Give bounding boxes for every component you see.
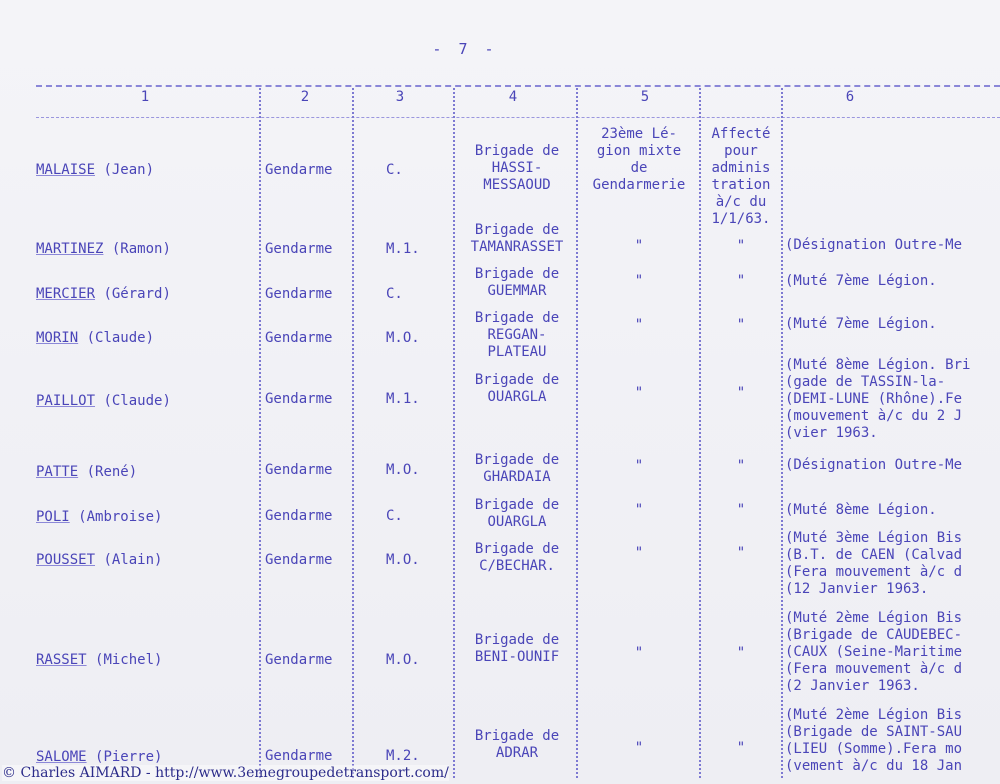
grade-cell: Gendarme bbox=[265, 508, 333, 524]
rank-cell: C. bbox=[386, 162, 403, 178]
last-name: PATTE bbox=[36, 464, 79, 480]
first-name: (Ramon) bbox=[111, 241, 171, 257]
table-row-name bbox=[36, 552, 162, 569]
assignment-cell: " bbox=[736, 385, 746, 401]
column-header: 2 bbox=[300, 89, 310, 105]
rank-cell: M.O. bbox=[386, 652, 420, 668]
brigade-cell: Brigade de ADRAR bbox=[474, 728, 560, 761]
column-divider bbox=[259, 88, 261, 778]
legion-cell: " bbox=[634, 458, 644, 474]
assignment-cell: " bbox=[736, 317, 746, 333]
grade-cell: Gendarme bbox=[265, 748, 333, 764]
brigade-cell: Brigade de GHARDAIA bbox=[474, 452, 560, 485]
last-name: PAILLOT bbox=[36, 393, 96, 409]
table-row-name bbox=[36, 652, 162, 669]
legion-cell: " bbox=[634, 385, 644, 401]
brigade-cell: Brigade de C/BECHAR. bbox=[474, 541, 560, 574]
first-name: (Alain) bbox=[103, 552, 163, 568]
column-header: 1 bbox=[140, 89, 150, 105]
assignment-cell: " bbox=[736, 238, 746, 254]
observation-cell: (Muté 2ème Légion Bis (Brigade de CAUDEBEC- (CAUX (Seine-Maritime (Fera mouvement à/c d (2 Janvier 1963. bbox=[785, 610, 963, 694]
observation-cell: (Muté 7ème Légion. bbox=[785, 316, 937, 332]
grade-cell: Gendarme bbox=[265, 462, 333, 478]
brigade-cell: Brigade de OUARGLA bbox=[474, 372, 560, 405]
observation-cell: (Muté 7ème Légion. bbox=[785, 273, 937, 289]
brigade-cell: Brigade de GUEMMAR bbox=[474, 266, 560, 299]
last-name: MARTINEZ bbox=[36, 241, 104, 257]
column-header: 5 bbox=[640, 89, 650, 105]
brigade-cell: Brigade de TAMANRASSET bbox=[470, 222, 564, 255]
header-rule-top bbox=[36, 85, 1000, 87]
assignment-cell: Affecté pour adminis tration à/c du 1/1/63. bbox=[711, 126, 771, 227]
assignment-cell: " bbox=[736, 273, 746, 289]
rank-cell: M.O. bbox=[386, 330, 420, 346]
last-name: MORIN bbox=[36, 330, 79, 346]
first-name: (Ambroise) bbox=[78, 509, 163, 525]
first-name: (Jean) bbox=[103, 162, 155, 178]
assignment-cell: " bbox=[736, 545, 746, 561]
legion-cell: " bbox=[634, 273, 644, 289]
table-row-name bbox=[36, 464, 137, 481]
brigade-cell: Brigade de OUARGLA bbox=[474, 497, 560, 530]
table-row-name bbox=[36, 509, 162, 526]
grade-cell: Gendarme bbox=[265, 552, 333, 568]
column-header: 4 bbox=[508, 89, 518, 105]
column-divider bbox=[453, 88, 455, 778]
last-name: SALOME bbox=[36, 749, 87, 765]
rank-cell: M.1. bbox=[386, 391, 420, 407]
legion-cell: " bbox=[634, 502, 644, 518]
observation-cell: (Muté 8ème Légion. bbox=[785, 502, 937, 518]
table-row-name bbox=[36, 330, 154, 347]
column-header: 3 bbox=[395, 89, 405, 105]
first-name: (Michel) bbox=[95, 652, 163, 668]
header-rule-bottom bbox=[36, 117, 1000, 118]
first-name: (René) bbox=[86, 464, 138, 480]
assignment-cell: " bbox=[736, 458, 746, 474]
observation-cell: (Muté 8ème Légion. Bri (gade de TASSIN-la- (DEMI-LUNE (Rhône).Fe (mouvement à/c du 2 J (vier 1963. bbox=[785, 357, 971, 441]
rank-cell: M.2. bbox=[386, 748, 420, 764]
rank-cell: M.1. bbox=[386, 241, 420, 257]
rank-cell: M.O. bbox=[386, 462, 420, 478]
grade-cell: Gendarme bbox=[265, 652, 333, 668]
first-name: (Claude) bbox=[103, 393, 171, 409]
grade-cell: Gendarme bbox=[265, 286, 333, 302]
rank-cell: C. bbox=[386, 286, 403, 302]
grade-cell: Gendarme bbox=[265, 162, 333, 178]
last-name: POLI bbox=[36, 509, 70, 525]
last-name: POUSSET bbox=[36, 552, 96, 568]
rank-cell: C. bbox=[386, 508, 403, 524]
rank-cell: M.O. bbox=[386, 552, 420, 568]
last-name: MALAISE bbox=[36, 162, 96, 178]
legion-cell: 23ème Lé- gion mixte de Gendarmerie bbox=[592, 126, 686, 193]
first-name: (Gérard) bbox=[103, 286, 171, 302]
observation-cell: (Muté 2ème Légion Bis (Brigade de SAINT-SAU (LIEU (Somme).Fera mo (vement à/c du 18 Jan bbox=[785, 707, 963, 774]
copyright-notice: © Charles AIMARD - http://www.3emegroupedetransport.com/ bbox=[2, 765, 449, 781]
brigade-cell: Brigade de BENI-OUNIF bbox=[474, 632, 560, 665]
table-row-name bbox=[36, 393, 171, 410]
legion-cell: " bbox=[634, 545, 644, 561]
first-name: (Pierre) bbox=[95, 749, 163, 765]
table-row-name bbox=[36, 241, 171, 258]
last-name: MERCIER bbox=[36, 286, 96, 302]
legion-cell: " bbox=[634, 645, 644, 661]
grade-cell: Gendarme bbox=[265, 330, 333, 346]
legion-cell: " bbox=[634, 317, 644, 333]
observation-cell: (Muté 3ème Légion Bis (B.T. de CAEN (Calvad (Fera mouvement à/c d (12 Janvier 1963. bbox=[785, 530, 963, 597]
table-row-name bbox=[36, 286, 171, 303]
page-number: - 7 - bbox=[432, 40, 498, 58]
grade-cell: Gendarme bbox=[265, 241, 333, 257]
column-header: 6 bbox=[845, 89, 855, 105]
observation-cell: (Désignation Outre-Me bbox=[785, 237, 963, 253]
brigade-cell: Brigade de REGGAN- PLATEAU bbox=[474, 310, 560, 360]
legion-cell: " bbox=[634, 238, 644, 254]
table-row-name bbox=[36, 749, 162, 766]
legion-cell: " bbox=[634, 740, 644, 756]
brigade-cell: Brigade de HASSI- MESSAOUD bbox=[474, 143, 560, 193]
column-divider bbox=[352, 88, 354, 778]
assignment-cell: " bbox=[736, 645, 746, 661]
first-name: (Claude) bbox=[86, 330, 155, 346]
observation-cell: (Désignation Outre-Me bbox=[785, 457, 963, 473]
last-name: RASSET bbox=[36, 652, 87, 668]
assignment-cell: " bbox=[736, 740, 746, 756]
table-row-name bbox=[36, 162, 154, 179]
column-divider bbox=[781, 88, 783, 778]
grade-cell: Gendarme bbox=[265, 391, 333, 407]
assignment-cell: " bbox=[736, 502, 746, 518]
